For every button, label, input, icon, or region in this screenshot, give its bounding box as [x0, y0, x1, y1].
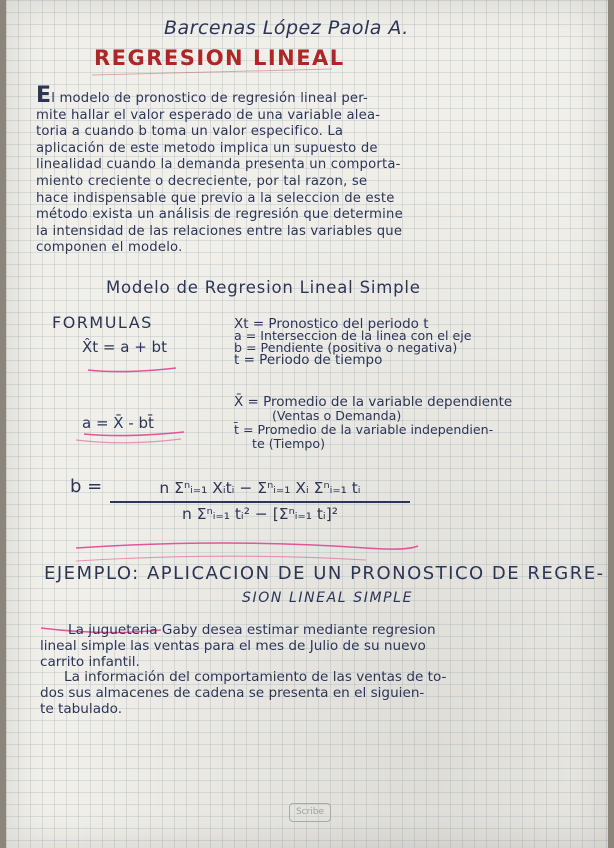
- drop-cap: E: [36, 83, 52, 108]
- intercept-equation: a = X̄ - bt̄: [82, 414, 154, 432]
- eq2-highlight: [84, 432, 184, 436]
- forecast-equation: X̂t = a + bt: [82, 338, 167, 356]
- formula-b-highlight: [76, 543, 418, 549]
- example-paragraph: La jugueteria Gaby desea estimar mediante regresion lineal simple las ventas para el mes de Julio de su nuevo carrito infantil. La información del comportamiento de las ventas de to- dos sus almacenes de cadena se presenta en el siguien- te tabulado.: [40, 622, 447, 717]
- legend-block-2: X̄ = Promedio de la variable dependiente (Ventas o Demanda) t̄ = Promedio de la variable independien- te (Tiempo): [234, 394, 513, 451]
- notebook-page: [6, 0, 608, 848]
- section-title: Modelo de Regresion Lineal Simple: [106, 278, 421, 297]
- eq1-highlight: [88, 368, 176, 372]
- fraction-bar: [110, 501, 410, 503]
- legend-block-1: Xt = Pronostico del periodo t a = Interseccion de la linea con el eje b = Pendiente (positiva o negativa) t = Periodo de tiempo: [234, 316, 472, 368]
- slope-numerator: n Σⁿᵢ₌₁ Xᵢtᵢ − Σⁿᵢ₌₁ Xᵢ Σⁿᵢ₌₁ tᵢ: [159, 479, 361, 497]
- formulas-heading: FORMULAS: [52, 313, 153, 332]
- slope-denominator: n Σⁿᵢ₌₁ tᵢ² − [Σⁿᵢ₌₁ tᵢ]²: [182, 505, 338, 523]
- intro-paragraph: El modelo de pronostico de regresión lineal per- mite hallar el valor esperado de una variable alea- toria a cuando b toma un valor especifico. La aplicación de este metodo implica un supuesto de linealidad cuando la demanda presenta un comporta- miento creciente o decreciente, por tal razon, se hace indispensable que previo a la seleccion de este método exista un análisis de regresión que determine la intensidad de las relaciones entre las variables que componen el modelo.: [36, 83, 403, 256]
- author-name: Barcenas López Paola A.: [164, 17, 409, 39]
- example-heading: EJEMPLO: APLICACION DE UN PRONOSTICO DE REGRE-: [44, 563, 605, 584]
- notebook-brand-stamp: Scribe: [289, 803, 331, 822]
- slope-formula: [110, 479, 410, 523]
- example-heading-cont: SION LINEAL SIMPLE: [242, 590, 414, 606]
- page-title: REGRESION LINEAL: [94, 46, 345, 70]
- slope-label: b =: [70, 476, 103, 497]
